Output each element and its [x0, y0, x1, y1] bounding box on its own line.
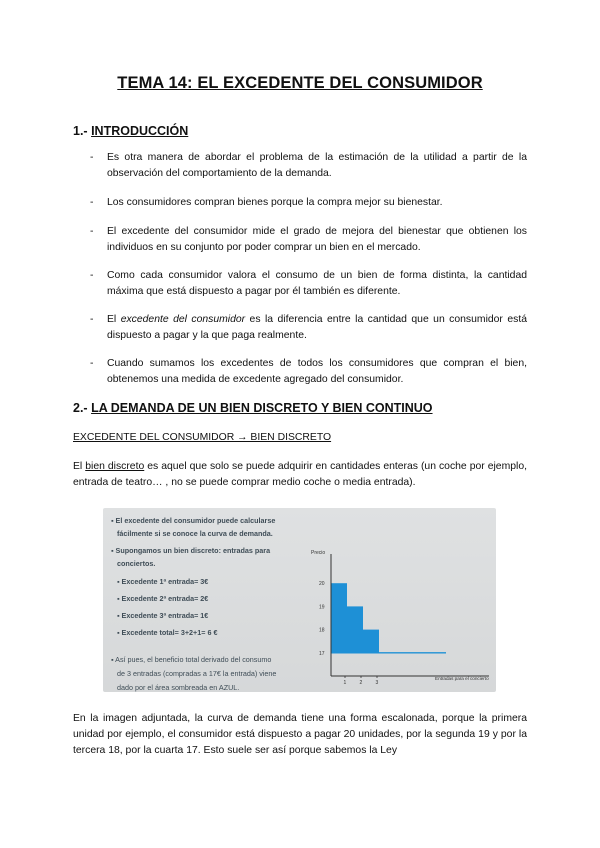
x-tick-label: 2	[359, 680, 363, 686]
slide-list-item: ▪ Excedente 3ª entrada= 1€	[117, 611, 209, 620]
paragraph-suffix: es aquel que solo se puede adquirir en cantidades enteras (un coche por ejemplo, entrada de teatro… , no se puede comprar medio coche o media entrada).	[73, 461, 527, 488]
bullet-text: Cuando sumamos los excedentes de todos los consumidores que compran el bien, obtenemos una medida de excedente agregado del consumidor.	[107, 358, 527, 385]
bullet-dash: -	[90, 226, 94, 237]
bullet-dash: -	[90, 197, 94, 208]
surplus-bar	[347, 606, 363, 652]
list-item	[73, 150, 527, 182]
list-item	[73, 356, 527, 388]
paragraph-bien-discreto	[73, 459, 527, 491]
bullet-text: El excedente del consumidor mide el grado de mejora del bienestar que obtienen los individuos en su conjunto por poder comprar un bien en el mercado.	[107, 226, 527, 253]
section-heading-introduccion	[73, 124, 188, 138]
bullet-dash: -	[90, 358, 94, 369]
slide-text-line: ▪ El excedente del consumidor puede calcularse	[111, 516, 276, 525]
bullet-text-suffix: es la diferencia entre la cantidad que un consumidor está dispuesto a pagar y la que paga realmente.	[107, 314, 527, 341]
bullet-text: Los consumidores compran bienes porque la compra mejor su bienestar.	[107, 197, 443, 208]
demand-chart	[103, 508, 496, 692]
section-label: LA DEMANDA DE UN BIEN DISCRETO Y BIEN CONTINUO	[91, 401, 433, 415]
bullet-dash: -	[90, 152, 94, 163]
x-tick-label: 1	[343, 680, 347, 686]
list-item	[73, 224, 527, 256]
section-label: INTRODUCCIÓN	[91, 124, 189, 138]
y-axis-label: Precio	[311, 550, 326, 556]
slide-list-item: ▪ Excedente total= 3+2+1= 6 €	[117, 628, 218, 637]
slide-text-line: de 3 entradas (compradas a 17€ la entrada) viene	[117, 669, 277, 678]
bullet-text	[107, 312, 527, 344]
slide-list-item: ▪ Excedente 1ª entrada= 3€	[117, 577, 209, 586]
slide-text-line: ▪ Supongamos un bien discreto: entradas para	[111, 546, 271, 555]
bullet-text: Como cada consumidor valora el consumo de un bien de forma distinta, la cantidad máxima que está dispuesto a pagar por él también es diferente.	[107, 270, 527, 297]
x-axis-label: Entradas para el concierto	[435, 676, 489, 681]
list-item	[73, 195, 527, 211]
y-tick-label: 19	[319, 604, 325, 611]
section-heading-demanda	[73, 401, 433, 415]
slide-text-line: conciertos.	[117, 559, 156, 568]
bullet-dash: -	[90, 270, 94, 281]
bullet-text: Es otra manera de abordar el problema de la estimación de la utilidad a partir de la observación del comportamiento de la demanda.	[107, 152, 527, 179]
section-number: 1.-	[73, 124, 92, 138]
bullet-text-italic: excedente del consumidor	[120, 314, 246, 325]
surplus-bar	[331, 583, 347, 653]
slide-text-line: ▪ Así pues, el beneficio total derivado del consumo	[111, 655, 272, 664]
paragraph-curva-escalonada: En la imagen adjuntada, la curva de demanda tiene una forma escalonada, porque la primera unidad por ejemplo, el consumidor está dispuesto a pagar 20 unidades, por la segunda 19 y por la tercera 18, por la cuarta 17. Esto suele ser así porque sabemos la Ley	[73, 713, 527, 756]
slide-image	[103, 508, 496, 692]
slide-list-item: ▪ Excedente 2ª entrada= 2€	[117, 594, 209, 603]
paragraph-prefix: El	[73, 461, 86, 472]
y-tick-label: 17	[319, 650, 325, 657]
x-tick-label: 3	[375, 680, 379, 686]
term-bien-discreto: bien discreto	[85, 461, 145, 472]
slide-text-line: dado por el área sombreada en AZUL.	[117, 683, 240, 692]
subheading-bien-discreto: EXCEDENTE DEL CONSUMIDOR → BIEN DISCRETO	[73, 432, 332, 443]
slide-text-line: fácilmente si se conoce la curva de demanda.	[117, 529, 273, 538]
surplus-bar	[363, 630, 379, 653]
bullet-text-prefix: El	[107, 314, 121, 325]
page-title: TEMA 14: EL EXCEDENTE DEL CONSUMIDOR	[117, 74, 483, 92]
section-number: 2.-	[73, 401, 92, 415]
list-item	[73, 268, 527, 300]
y-tick-label: 18	[319, 627, 325, 634]
y-tick-label: 20	[319, 581, 325, 588]
bullet-dash: -	[90, 314, 94, 325]
list-item	[73, 312, 527, 344]
